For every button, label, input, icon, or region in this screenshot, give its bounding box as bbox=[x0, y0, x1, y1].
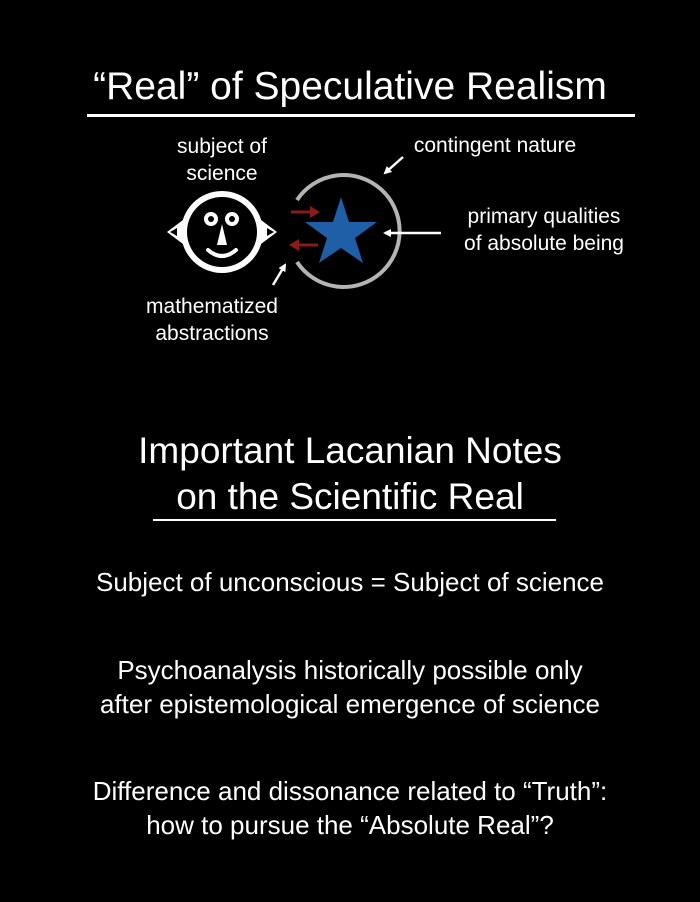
section-heading bbox=[0, 428, 700, 520]
primary-qualities-line-2: of absolute being bbox=[464, 232, 624, 255]
section-heading-line-2: on the Scientific Real bbox=[176, 476, 524, 517]
note-1 bbox=[0, 565, 700, 599]
mathematized-arrow bbox=[273, 265, 285, 285]
note-3-line-1: Difference and dissonance related to “Truth”: bbox=[92, 776, 608, 806]
section-heading-line-1: Important Lacanian Notes bbox=[138, 430, 562, 471]
mathematized-line-2: abstractions bbox=[155, 322, 269, 345]
note-2 bbox=[0, 653, 700, 721]
note-3 bbox=[0, 774, 700, 842]
section-underline bbox=[153, 519, 556, 521]
note-3-line-2: how to pursue the “Absolute Real”? bbox=[146, 810, 554, 840]
face-icon bbox=[167, 191, 277, 273]
note-2-line-2: after epistemological emergence of science bbox=[99, 689, 601, 719]
subject-label-line-2: science bbox=[186, 162, 258, 185]
contingent-nature-label: contingent nature bbox=[413, 134, 577, 157]
star-icon bbox=[305, 197, 377, 263]
note-1-line-1: Subject of unconscious = Subject of science bbox=[95, 567, 605, 597]
contingent-arrow bbox=[385, 157, 403, 173]
speculative-realism-diagram bbox=[0, 0, 700, 420]
mathematized-line-1: mathematized bbox=[146, 295, 278, 318]
note-2-line-1: Psychoanalysis historically possible only bbox=[117, 655, 583, 685]
primary-qualities-line-1: primary qualities bbox=[467, 205, 621, 228]
slide-title: “Real” of Speculative Realism bbox=[93, 65, 607, 108]
subject-label-line-1: subject of bbox=[177, 135, 267, 158]
